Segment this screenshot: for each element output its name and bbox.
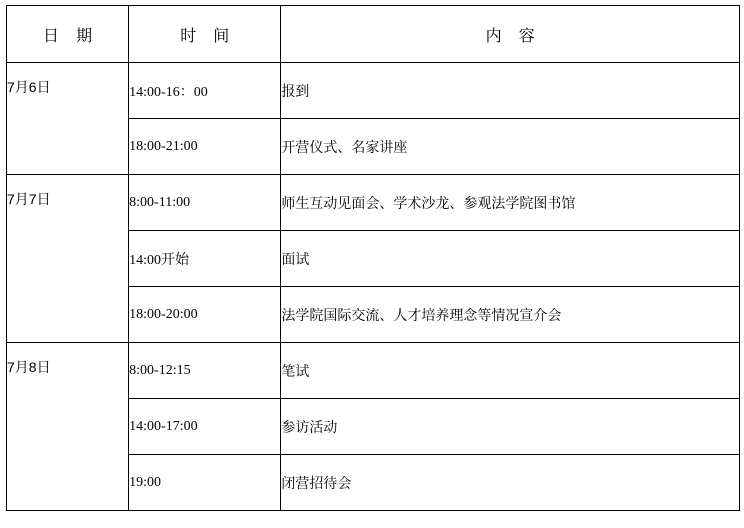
content-cell: 参访活动 xyxy=(281,399,740,455)
column-header-content xyxy=(281,6,740,63)
date-cell: 7月7日 xyxy=(7,175,129,343)
date-cell: 7月8日 xyxy=(7,343,129,511)
time-cell: 14:00开始 xyxy=(129,231,281,287)
date-cell: 7月6日 xyxy=(7,63,129,175)
content-cell: 闭营招待会 xyxy=(281,455,740,511)
content-cell: 法学院国际交流、人才培养理念等情况宣介会 xyxy=(281,287,740,343)
time-cell: 8:00-11:00 xyxy=(129,175,281,231)
schedule-table xyxy=(6,5,740,511)
time-cell: 19:00 xyxy=(129,455,281,511)
column-header-time-label: 时 间 xyxy=(180,25,236,45)
content-cell: 开营仪式、名家讲座 xyxy=(281,119,740,175)
content-cell: 笔试 xyxy=(281,343,740,399)
schedule-document xyxy=(0,5,744,528)
time-cell: 14:00-17:00 xyxy=(129,399,281,455)
column-header-date xyxy=(7,6,129,63)
column-header-content-label: 内 容 xyxy=(485,25,541,45)
column-header-date-label: 日 期 xyxy=(43,25,99,45)
content-cell: 师生互动见面会、学术沙龙、参观法学院图书馆 xyxy=(281,175,740,231)
table-row xyxy=(7,175,740,231)
table-row xyxy=(7,63,740,119)
time-cell: 14:00-16：00 xyxy=(129,63,281,119)
table-row xyxy=(7,343,740,399)
column-header-time xyxy=(129,6,281,63)
table-header xyxy=(7,6,740,63)
table-body xyxy=(7,63,740,511)
time-cell: 8:00-12:15 xyxy=(129,343,281,399)
header-row xyxy=(7,6,740,63)
time-cell: 18:00-20:00 xyxy=(129,287,281,343)
content-cell: 报到 xyxy=(281,63,740,119)
content-cell: 面试 xyxy=(281,231,740,287)
time-cell: 18:00-21:00 xyxy=(129,119,281,175)
